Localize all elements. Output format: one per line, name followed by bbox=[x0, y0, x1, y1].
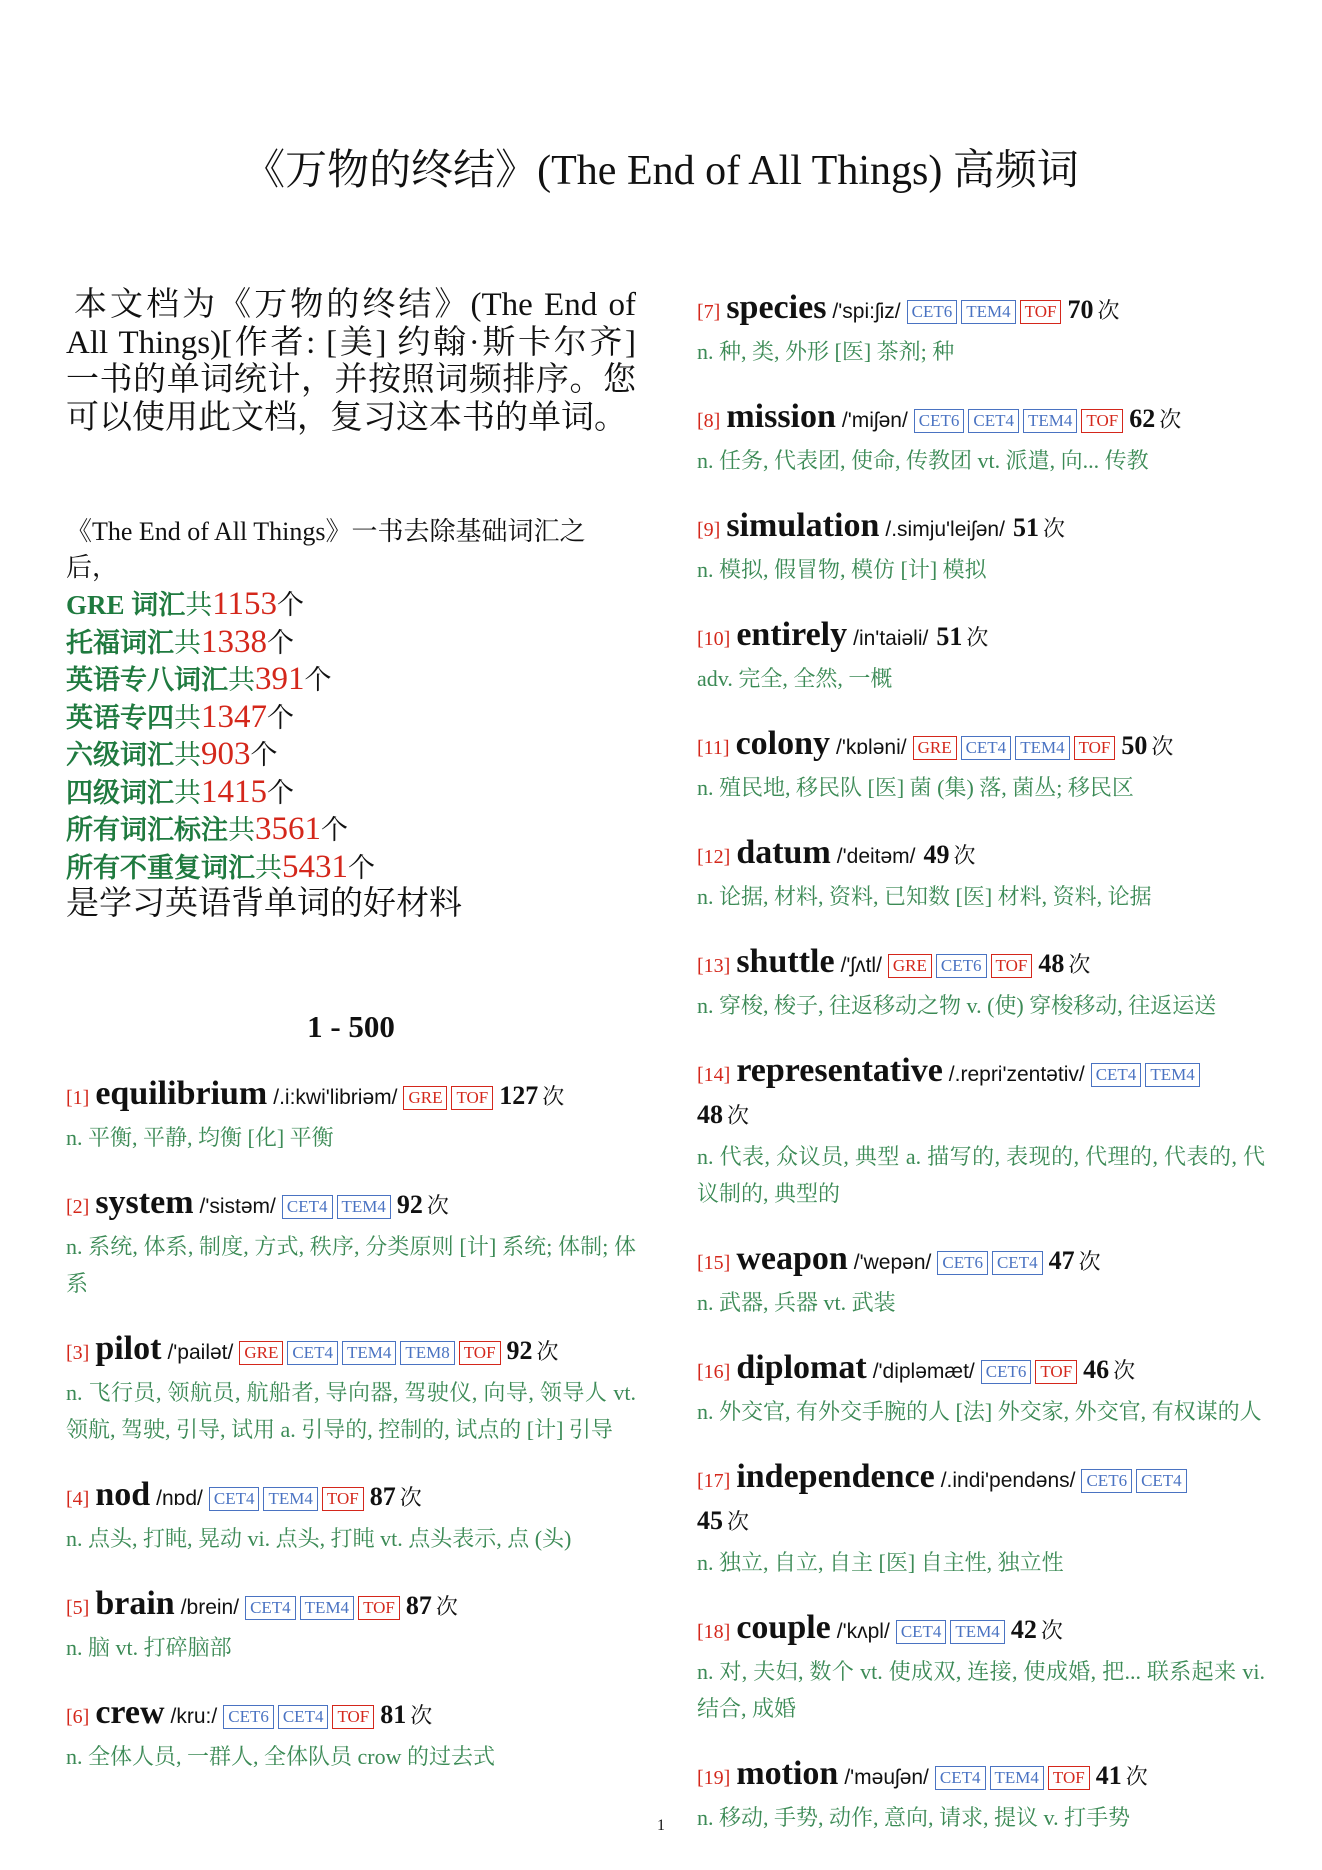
definition: n. 殖民地, 移民队 [医] 菌 (集) 落, 菌丛; 移民区 bbox=[697, 775, 1134, 800]
word-entry bbox=[66, 1476, 636, 1557]
headword: species bbox=[726, 289, 827, 326]
headword: couple bbox=[736, 1609, 831, 1646]
phonetic: /in'taiəli/ bbox=[853, 627, 929, 650]
count-unit: 次 bbox=[536, 1339, 559, 1364]
count-number: 51 bbox=[1012, 513, 1039, 542]
page-number: 1 bbox=[657, 1817, 665, 1834]
definition: n. 外交官, 有外交手腕的人 [法] 外交家, 外交官, 有权谋的人 bbox=[697, 1399, 1262, 1424]
exam-tag: CET4 bbox=[896, 1620, 947, 1644]
stats-list bbox=[66, 586, 636, 886]
word-entry bbox=[697, 943, 1265, 1024]
frequency-count bbox=[1129, 404, 1182, 433]
document-title: 《万物的终结》(The End of All Things) 高频词 bbox=[243, 148, 1079, 194]
headword: representative bbox=[736, 1052, 943, 1089]
exam-tag: TEM4 bbox=[1023, 409, 1077, 433]
stat-label: 托福词汇 bbox=[66, 627, 174, 658]
definition: n. 穿梭, 梭子, 往返移动之物 v. (使) 穿梭移动, 往返运送 bbox=[697, 993, 1217, 1018]
entry-headline bbox=[697, 507, 1265, 551]
count-unit: 次 bbox=[727, 1103, 750, 1128]
headword: datum bbox=[736, 834, 831, 871]
stat-label: 英语专八词汇 bbox=[66, 665, 228, 695]
exam-tag: CET6 bbox=[1081, 1469, 1132, 1493]
phonetic: /.simju'leiʃən/ bbox=[885, 518, 1005, 541]
definition: n. 模拟, 假冒物, 模仿 [计] 模拟 bbox=[697, 557, 987, 582]
frequency-count bbox=[1010, 1615, 1063, 1644]
headword: diplomat bbox=[736, 1349, 867, 1386]
exam-tag: CET4 bbox=[287, 1341, 338, 1365]
word-entry bbox=[66, 1075, 636, 1156]
entry-index: [17] bbox=[697, 1470, 731, 1492]
count-number: 45 bbox=[697, 1506, 723, 1535]
count-number: 42 bbox=[1010, 1615, 1037, 1644]
headword: independence bbox=[736, 1458, 935, 1495]
definition: n. 飞行员, 领航员, 航船者, 导向器, 驾驶仪, 向导, 领导人 vt. 领航, 驾驶, 引导, 试用 a. 引导的, 控制的, 试点的 [计] 引导 bbox=[66, 1380, 636, 1442]
exam-tag: CET6 bbox=[223, 1705, 274, 1729]
entry-index: [14] bbox=[697, 1064, 731, 1086]
phonetic: /brein/ bbox=[180, 1596, 240, 1619]
phonetic: /'wepən/ bbox=[853, 1251, 932, 1274]
stat-unit: 个 bbox=[250, 740, 278, 770]
word-entry bbox=[66, 1585, 636, 1666]
headword: nod bbox=[95, 1476, 151, 1513]
exam-tag: GRE bbox=[403, 1086, 447, 1110]
count-unit: 次 bbox=[1042, 516, 1065, 541]
stat-count: 1338 bbox=[201, 623, 267, 660]
exam-tag: CET4 bbox=[278, 1705, 329, 1729]
frequency-count bbox=[1048, 1246, 1101, 1275]
exam-tag: CET4 bbox=[209, 1487, 260, 1511]
stat-row bbox=[66, 849, 636, 887]
stat-label: 英语专四 bbox=[66, 702, 174, 733]
count-unit: 次 bbox=[953, 843, 976, 868]
headword: mission bbox=[726, 398, 836, 435]
word-entry bbox=[697, 1458, 1265, 1581]
count-unit: 次 bbox=[1125, 1764, 1148, 1789]
stat-unit: 个 bbox=[348, 852, 375, 883]
entry-index: [3] bbox=[66, 1342, 90, 1364]
word-entry bbox=[66, 1184, 636, 1302]
stat-count: 3561 bbox=[255, 811, 321, 847]
exam-tag: CET6 bbox=[936, 954, 987, 978]
definition: n. 对, 夫妇, 数个 vt. 使成双, 连接, 使成婚, 把... 联系起来 vi. 结合, 成婚 bbox=[697, 1659, 1265, 1721]
word-entry bbox=[697, 1609, 1265, 1727]
entry-index: [9] bbox=[697, 519, 721, 541]
stat-count: 903 bbox=[201, 736, 251, 772]
frequency-count bbox=[396, 1190, 449, 1219]
frequency-count bbox=[1067, 295, 1120, 324]
exam-tag: TEM8 bbox=[400, 1341, 454, 1365]
headword: equilibrium bbox=[95, 1075, 268, 1112]
entry-headline bbox=[66, 1694, 636, 1738]
stat-count: 391 bbox=[255, 661, 305, 697]
count-unit: 次 bbox=[1068, 952, 1091, 977]
frequency-count bbox=[380, 1700, 433, 1729]
count-number: 51 bbox=[936, 622, 963, 651]
definition: n. 点头, 打盹, 晃动 vi. 点头, 打盹 vt. 点头表示, 点 (头) bbox=[66, 1526, 572, 1551]
frequency-count bbox=[369, 1482, 422, 1511]
count-number: 92 bbox=[396, 1190, 423, 1219]
summary-lead: 《The End of All Things》一书去除基础词汇之后， bbox=[66, 517, 586, 582]
headword: motion bbox=[736, 1755, 839, 1792]
headword: brain bbox=[95, 1585, 175, 1622]
exam-tag: CET4 bbox=[1136, 1469, 1187, 1493]
count-unit: 次 bbox=[1040, 1618, 1063, 1643]
entry-index: [2] bbox=[66, 1196, 90, 1218]
definition: n. 任务, 代表团, 使命, 传教团 vt. 派遣, 向... 传教 bbox=[697, 448, 1149, 473]
entry-index: [18] bbox=[697, 1621, 731, 1643]
word-entry bbox=[66, 1330, 636, 1448]
frequency-count bbox=[499, 1081, 565, 1110]
count-unit: 次 bbox=[1078, 1249, 1101, 1274]
frequency-count bbox=[923, 840, 976, 869]
frequency-count bbox=[697, 1502, 1265, 1544]
exam-tag: TOF bbox=[1074, 736, 1116, 760]
headword: system bbox=[95, 1184, 194, 1221]
count-number: 62 bbox=[1129, 404, 1156, 433]
count-number: 87 bbox=[405, 1591, 432, 1620]
phonetic: /'pailət/ bbox=[167, 1341, 234, 1364]
entry-index: [4] bbox=[66, 1488, 90, 1510]
exam-tag: TOF bbox=[1020, 300, 1062, 324]
count-number: 81 bbox=[380, 1700, 407, 1729]
headword: shuttle bbox=[736, 943, 835, 980]
count-unit: 次 bbox=[410, 1703, 433, 1728]
count-number: 48 bbox=[1038, 949, 1065, 978]
count-number: 49 bbox=[923, 840, 950, 869]
headword: colony bbox=[735, 725, 831, 762]
phonetic: /.i:kwi'libriəm/ bbox=[273, 1086, 398, 1109]
entry-headline bbox=[66, 1585, 636, 1629]
entry-headline bbox=[697, 1609, 1265, 1653]
exam-tag: TEM4 bbox=[337, 1195, 391, 1219]
frequency-count bbox=[697, 1096, 1265, 1138]
stat-row bbox=[66, 586, 636, 624]
exam-tag: CET4 bbox=[968, 409, 1019, 433]
headword: entirely bbox=[736, 616, 848, 653]
stat-unit: 个 bbox=[321, 815, 348, 845]
phonetic: /'miʃən/ bbox=[841, 409, 908, 432]
count-number: 92 bbox=[506, 1336, 533, 1365]
definition: n. 平衡, 平静, 均衡 [化] 平衡 bbox=[66, 1125, 334, 1150]
definition: n. 系统, 体系, 制度, 方式, 秩序, 分类原则 [计] 系统; 体制; 体系 bbox=[66, 1234, 636, 1296]
entry-index: [16] bbox=[697, 1361, 731, 1383]
phonetic: /'kʌpl/ bbox=[836, 1620, 890, 1643]
definition: n. 武器, 兵器 vt. 武装 bbox=[697, 1290, 896, 1315]
count-unit: 次 bbox=[1159, 407, 1182, 432]
word-entry bbox=[697, 616, 1265, 697]
frequency-count bbox=[506, 1336, 559, 1365]
intro-paragraph: 本文档为《万物的终结》(The End of All Things)[作者: [美] 约翰·斯卡尔齐] 一书的单词统计，并按照词频排序。您可以使用此文档，复习这本书的单词。 bbox=[66, 287, 636, 436]
count-unit: 次 bbox=[966, 625, 989, 650]
stat-unit: 个 bbox=[304, 665, 332, 695]
phonetic: /'kɒləni/ bbox=[836, 736, 907, 759]
stat-joiner: 共 bbox=[174, 777, 201, 808]
stat-count: 5431 bbox=[282, 848, 348, 885]
word-entry bbox=[697, 289, 1265, 370]
entry-headline bbox=[66, 1075, 636, 1119]
entry-headline bbox=[697, 725, 1265, 769]
exam-tag: TEM4 bbox=[950, 1620, 1004, 1644]
headword: pilot bbox=[95, 1330, 162, 1367]
exam-tag: CET4 bbox=[245, 1596, 296, 1620]
count-unit: 次 bbox=[542, 1084, 565, 1109]
headword: weapon bbox=[736, 1240, 848, 1277]
count-unit: 次 bbox=[426, 1193, 449, 1218]
frequency-count bbox=[1038, 949, 1091, 978]
stat-count: 1347 bbox=[201, 698, 267, 735]
exam-tag: TOF bbox=[1035, 1360, 1077, 1384]
stat-unit: 个 bbox=[267, 702, 294, 733]
exam-tag: TEM4 bbox=[961, 300, 1015, 324]
word-entry bbox=[66, 1694, 636, 1775]
left-column-entries bbox=[66, 1075, 636, 1803]
exam-tag: TOF bbox=[332, 1705, 374, 1729]
stat-row bbox=[66, 624, 636, 662]
definition: adv. 完全, 全然, 一概 bbox=[697, 666, 893, 691]
definition: n. 代表, 众议员, 典型 a. 描写的, 表现的, 代理的, 代表的, 代议制的, 典型的 bbox=[697, 1144, 1265, 1206]
word-entry bbox=[697, 725, 1265, 806]
exam-tag: CET6 bbox=[914, 409, 965, 433]
entry-index: [7] bbox=[697, 301, 721, 323]
word-entry bbox=[697, 1052, 1265, 1212]
exam-tag: CET4 bbox=[992, 1251, 1043, 1275]
entry-headline bbox=[697, 1458, 1265, 1544]
count-number: 46 bbox=[1083, 1355, 1110, 1384]
word-entry bbox=[697, 507, 1265, 588]
exam-tag: CET6 bbox=[907, 300, 958, 324]
entry-index: [19] bbox=[697, 1767, 731, 1789]
frequency-count bbox=[1121, 731, 1174, 760]
count-number: 127 bbox=[499, 1081, 539, 1110]
stat-unit: 个 bbox=[267, 627, 294, 658]
stat-label: 所有词汇标注 bbox=[66, 815, 228, 845]
frequency-count bbox=[1083, 1355, 1136, 1384]
frequency-count bbox=[936, 622, 989, 651]
exam-tag: TOF bbox=[358, 1596, 400, 1620]
word-entry bbox=[697, 1240, 1265, 1321]
definition: n. 种, 类, 外形 [医] 茶剂; 种 bbox=[697, 339, 955, 364]
exam-tag: TEM4 bbox=[990, 1766, 1044, 1790]
stat-joiner: 共 bbox=[255, 852, 282, 883]
phonetic: /'ʃʌtl/ bbox=[840, 954, 882, 977]
phonetic: /nɒd/ bbox=[156, 1487, 203, 1510]
stat-row bbox=[66, 699, 636, 737]
exam-tag: TOF bbox=[459, 1341, 501, 1365]
entry-index: [12] bbox=[697, 846, 731, 868]
phonetic: /kru:/ bbox=[170, 1705, 218, 1728]
phonetic: /'spi:ʃiz/ bbox=[832, 300, 901, 323]
entry-headline bbox=[697, 943, 1265, 987]
stat-count: 1153 bbox=[212, 586, 278, 622]
right-column-entries bbox=[697, 289, 1265, 1864]
entry-index: [1] bbox=[66, 1087, 90, 1109]
exam-tag: CET4 bbox=[935, 1766, 986, 1790]
entry-headline bbox=[66, 1184, 636, 1228]
exam-tag: TEM4 bbox=[300, 1596, 354, 1620]
exam-tag: TOF bbox=[1048, 1766, 1090, 1790]
entry-headline bbox=[697, 1052, 1265, 1138]
stat-unit: 个 bbox=[267, 777, 294, 808]
stat-joiner: 共 bbox=[228, 815, 255, 845]
entry-headline bbox=[66, 1330, 636, 1374]
exam-tag: CET4 bbox=[282, 1195, 333, 1219]
count-unit: 次 bbox=[435, 1594, 458, 1619]
count-number: 87 bbox=[369, 1482, 396, 1511]
stat-label: GRE 词汇 bbox=[66, 590, 186, 620]
summary-closing: 是学习英语背单词的好材料 bbox=[66, 886, 462, 922]
entry-index: [11] bbox=[697, 737, 730, 759]
phonetic: /'dipləmæt/ bbox=[872, 1360, 975, 1383]
exam-tag: TEM4 bbox=[263, 1487, 317, 1511]
exam-tag: TOF bbox=[991, 954, 1033, 978]
exam-tag: GRE bbox=[888, 954, 932, 978]
entry-headline bbox=[697, 289, 1265, 333]
stat-joiner: 共 bbox=[174, 627, 201, 658]
stat-joiner: 共 bbox=[185, 590, 213, 620]
word-entry bbox=[697, 834, 1265, 915]
stat-unit: 个 bbox=[277, 590, 305, 620]
headword: simulation bbox=[726, 507, 880, 544]
stat-label: 所有不重复词汇 bbox=[66, 852, 255, 883]
word-entry bbox=[697, 398, 1265, 479]
exam-tag: GRE bbox=[913, 736, 957, 760]
stat-label: 四级词汇 bbox=[66, 777, 174, 808]
entry-headline bbox=[697, 1349, 1265, 1393]
count-number: 70 bbox=[1067, 295, 1094, 324]
entry-index: [8] bbox=[697, 410, 721, 432]
definition: n. 移动, 手势, 动作, 意向, 请求, 提议 v. 打手势 bbox=[697, 1805, 1131, 1830]
definition: n. 脑 vt. 打碎脑部 bbox=[66, 1635, 232, 1660]
headword: crew bbox=[95, 1694, 165, 1731]
exam-tag: TEM4 bbox=[342, 1341, 396, 1365]
count-unit: 次 bbox=[1151, 734, 1174, 759]
exam-tag: CET6 bbox=[937, 1251, 988, 1275]
exam-tag: TEM4 bbox=[1015, 736, 1069, 760]
word-entry bbox=[697, 1349, 1265, 1430]
stat-joiner: 共 bbox=[174, 740, 201, 770]
count-unit: 次 bbox=[1097, 298, 1120, 323]
exam-tag: CET4 bbox=[961, 736, 1012, 760]
vocabulary-summary bbox=[66, 514, 636, 922]
entry-index: [6] bbox=[66, 1706, 90, 1728]
entry-headline bbox=[697, 1240, 1265, 1284]
exam-tag: CET6 bbox=[981, 1360, 1032, 1384]
definition: n. 独立, 自立, 自主 [医] 自主性, 独立性 bbox=[697, 1550, 1064, 1575]
exam-tag: GRE bbox=[239, 1341, 283, 1365]
frequency-count bbox=[1095, 1761, 1148, 1790]
count-unit: 次 bbox=[727, 1509, 750, 1534]
exam-tag: TOF bbox=[451, 1086, 493, 1110]
entry-headline bbox=[697, 834, 1265, 878]
stat-row bbox=[66, 774, 636, 812]
count-unit: 次 bbox=[1113, 1358, 1136, 1383]
stat-label: 六级词汇 bbox=[66, 740, 174, 770]
stat-count: 1415 bbox=[201, 773, 267, 810]
entry-index: [15] bbox=[697, 1252, 731, 1274]
exam-tag: CET4 bbox=[1091, 1063, 1142, 1087]
definition: n. 论据, 材料, 资料, 已知数 [医] 材料, 资料, 论据 bbox=[697, 884, 1152, 909]
entry-headline bbox=[697, 1755, 1265, 1799]
exam-tag: TOF bbox=[1081, 409, 1123, 433]
count-number: 41 bbox=[1095, 1761, 1122, 1790]
count-unit: 次 bbox=[399, 1485, 422, 1510]
stat-joiner: 共 bbox=[228, 665, 255, 695]
frequency-count bbox=[1012, 513, 1065, 542]
stat-joiner: 共 bbox=[174, 702, 201, 733]
stat-row bbox=[66, 661, 636, 699]
section-heading: 1 - 500 bbox=[307, 1009, 395, 1044]
count-number: 50 bbox=[1121, 731, 1148, 760]
stat-row bbox=[66, 811, 636, 849]
count-number: 47 bbox=[1048, 1246, 1075, 1275]
phonetic: /'məuʃən/ bbox=[844, 1766, 929, 1789]
definition: n. 全体人员, 一群人, 全体队员 crow 的过去式 bbox=[66, 1744, 495, 1769]
phonetic: /.repri'zentətiv/ bbox=[948, 1063, 1085, 1086]
phonetic: /'sistəm/ bbox=[199, 1195, 276, 1218]
phonetic: /'deitəm/ bbox=[836, 845, 916, 868]
entry-headline bbox=[66, 1476, 636, 1520]
count-number: 48 bbox=[697, 1100, 723, 1129]
entry-index: [10] bbox=[697, 628, 731, 650]
frequency-count bbox=[405, 1591, 458, 1620]
exam-tag: TEM4 bbox=[1145, 1063, 1199, 1087]
entry-index: [5] bbox=[66, 1597, 90, 1619]
exam-tag: TOF bbox=[322, 1487, 364, 1511]
entry-headline bbox=[697, 616, 1265, 660]
entry-headline bbox=[697, 398, 1265, 442]
stat-row bbox=[66, 736, 636, 774]
entry-index: [13] bbox=[697, 955, 731, 977]
phonetic: /.indi'pendəns/ bbox=[940, 1469, 1076, 1492]
